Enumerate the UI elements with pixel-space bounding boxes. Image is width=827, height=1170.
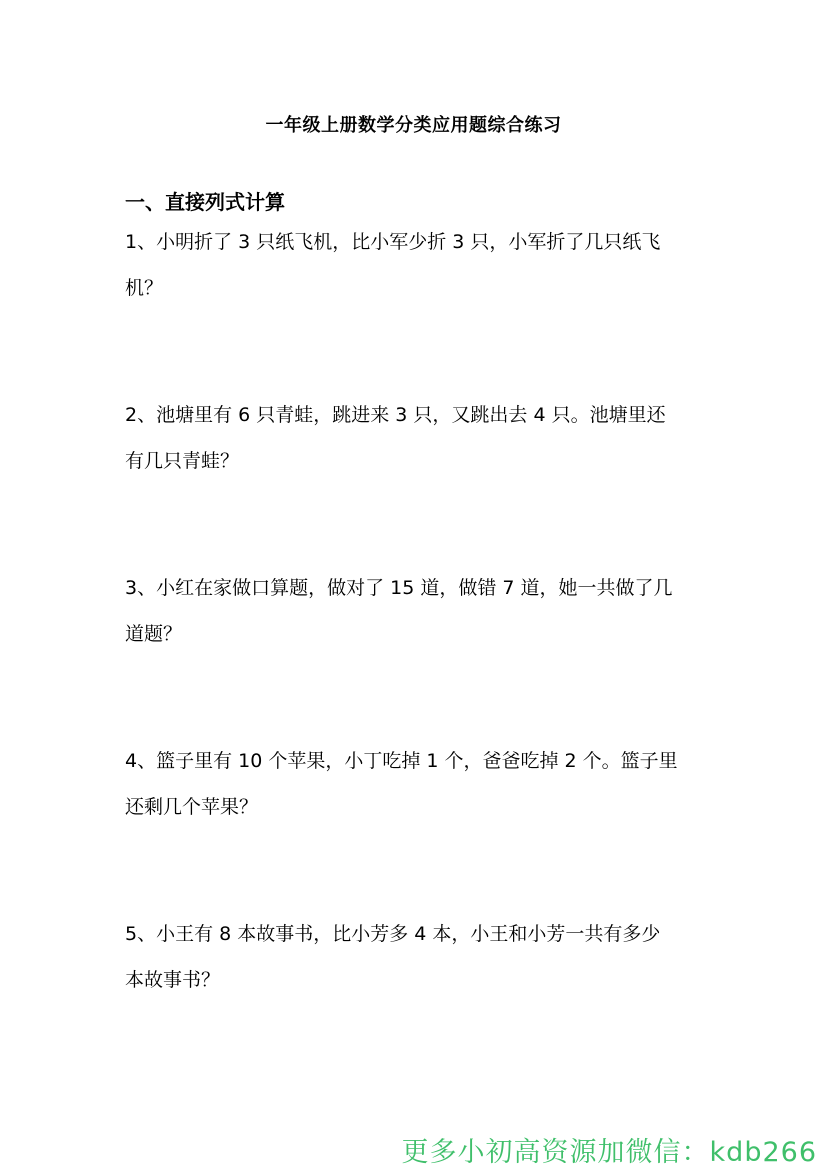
question-1-line-1: 1、小明折了 3 只纸飞机，比小军少折 3 只，小军折了几只纸飞 xyxy=(125,231,661,253)
page-title: 一年级上册数学分类应用题综合练习 xyxy=(265,115,562,136)
question-2-line-1: 2、池塘里有 6 只青蛙，跳进来 3 只，又跳出去 4 只。池塘里还 xyxy=(125,404,666,426)
question-5 xyxy=(125,911,705,1003)
section-heading: 一、直接列式计算 xyxy=(125,190,285,214)
question-3 xyxy=(125,565,705,657)
question-4-line-2: 还剩几个苹果？ xyxy=(125,796,259,818)
question-3-line-1: 3、小红在家做口算题，做对了 15 道，做错 7 道，她一共做了几 xyxy=(125,577,673,599)
question-4 xyxy=(125,738,705,830)
question-2 xyxy=(125,392,705,484)
watermark-text: 更多小初高资源加微信：kdb266 xyxy=(401,1137,817,1168)
question-3-line-2: 道题？ xyxy=(125,623,183,645)
question-5-line-1: 5、小王有 8 本故事书，比小芳多 4 本，小王和小芳一共有多少 xyxy=(125,923,661,945)
question-4-line-1: 4、篮子里有 10 个苹果，小丁吃掉 1 个，爸爸吃掉 2 个。篮子里 xyxy=(125,750,678,772)
question-1-line-2: 机？ xyxy=(125,277,164,299)
question-2-line-2: 有几只青蛙？ xyxy=(125,450,240,472)
question-1 xyxy=(125,219,705,311)
question-5-line-2: 本故事书？ xyxy=(125,969,221,991)
